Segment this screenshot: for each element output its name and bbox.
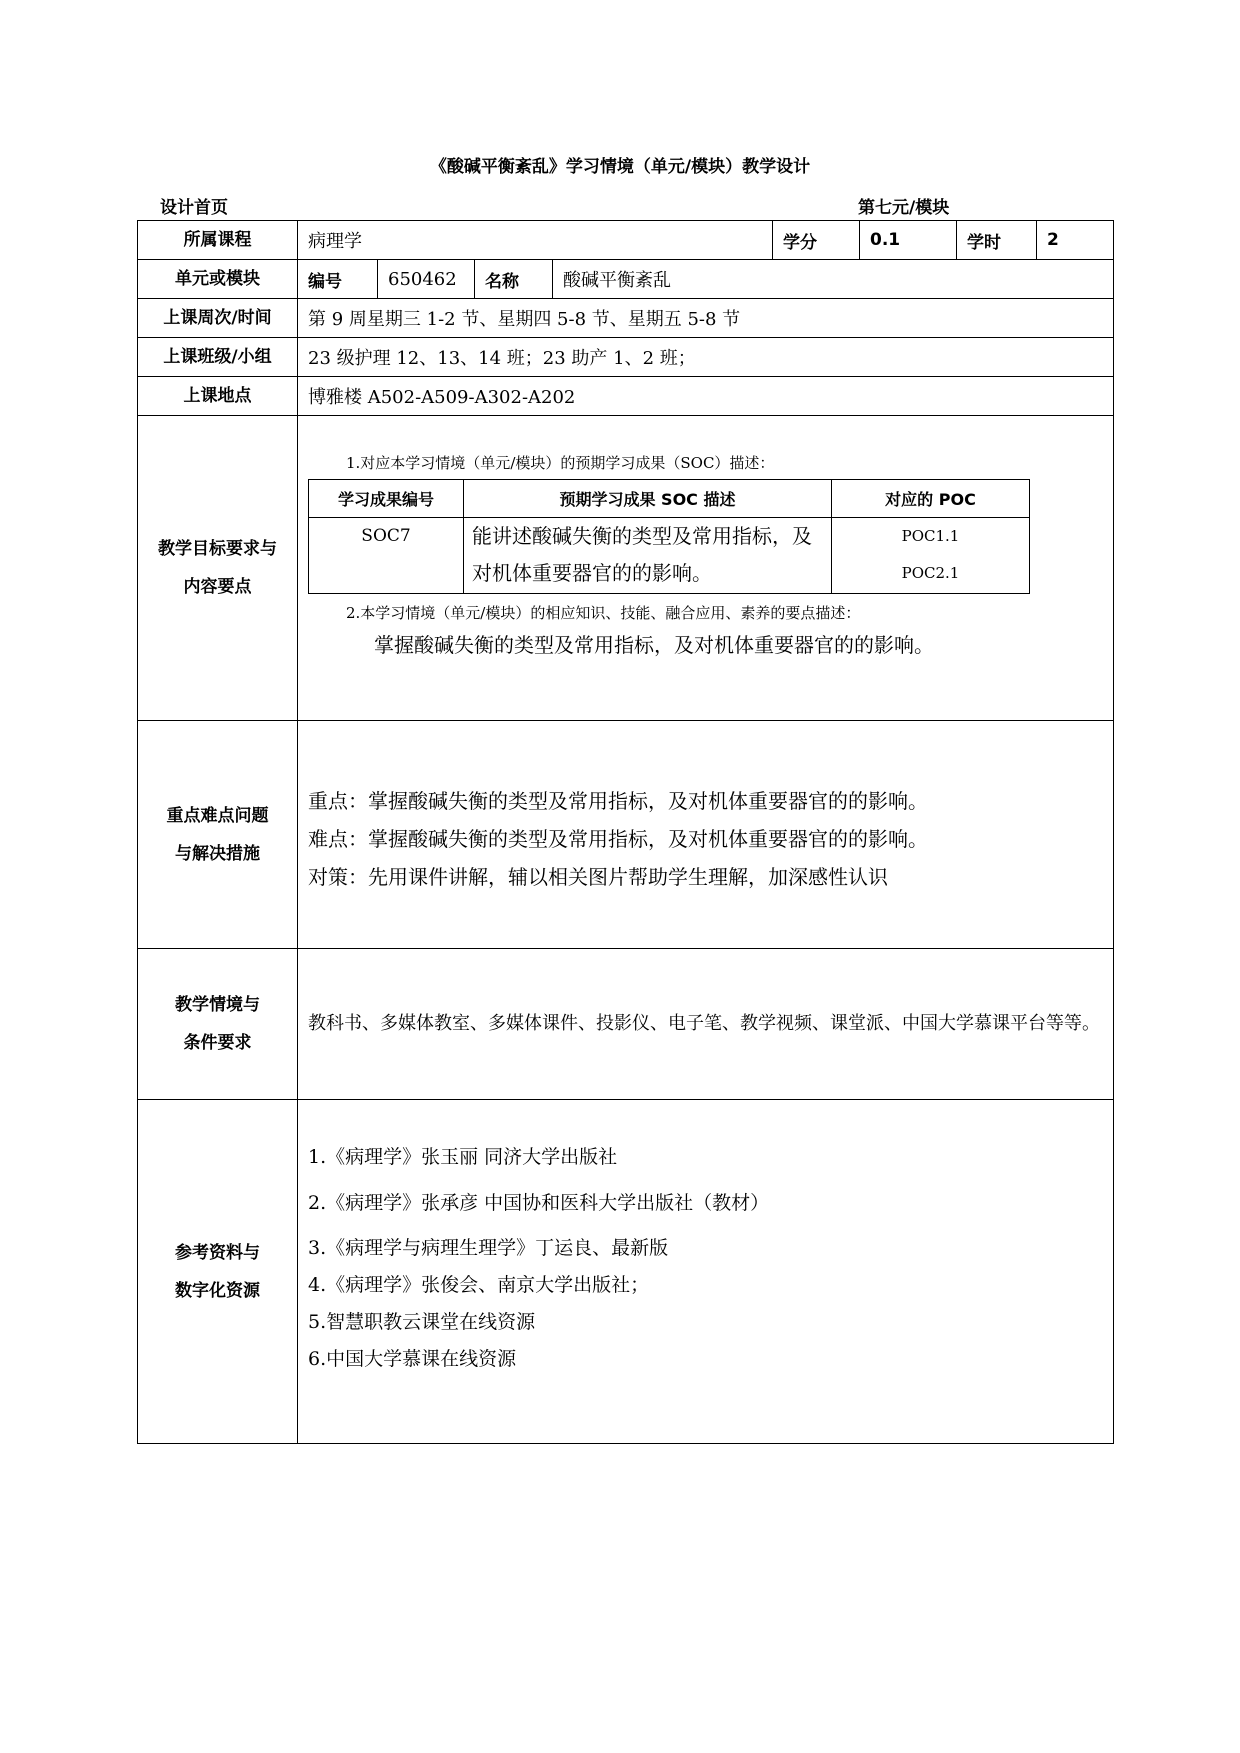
keypoint-line: 对策：先用课件讲解，辅以相关图片帮助学生理解，加深感性认识 [308,864,888,889]
unit-module-label: 第七元/模块 [858,198,950,218]
references-label [138,1100,298,1444]
credit-value: 0.1 [860,221,957,260]
reference-item: 4.《病理学》张俊会、南京大学出版社； [308,1274,650,1296]
objectives-row [138,416,1114,721]
classes-row [138,338,1114,377]
objectives-label-line2: 内容要点 [183,577,252,597]
keypoints-row [138,721,1114,949]
design-table [137,220,1114,1444]
keypoint-line: 难点：掌握酸碱失衡的类型及常用指标，及对机体重要器官的的影响。 [308,826,928,851]
soc-description: 能讲述酸碱失衡的类型及常用指标，及对机体重要器官的的影响。 [464,518,832,594]
soc-table [308,479,1030,594]
keypoints-label [138,721,298,949]
knowledge-intro: 2.本学习情境（单元/模块）的相应知识、技能、融合应用、素养的要点描述： [346,604,861,622]
hours-value: 2 [1037,221,1114,260]
soc-poc [832,518,1030,594]
location-row [138,377,1114,416]
soc-header-desc: 预期学习成果 SOC 描述 [464,480,832,518]
keypoints-content [298,721,1114,949]
soc-id: SOC7 [309,518,464,594]
conditions-text: 教科书、多媒体教室、多媒体课件、投影仪、电子笔、教学视频、课堂派、中国大学慕课平台等等。 [298,949,1114,1100]
keypoints-label-line1: 重点难点问题 [166,805,269,826]
schedule-row [138,299,1114,338]
poc-item: POC1.1 [901,527,960,545]
poc-item: POC2.1 [901,564,960,582]
course-label: 所属课程 [138,221,298,260]
unit-code-label: 编号 [298,260,378,299]
conditions-row [138,949,1114,1100]
location-label: 上课地点 [138,377,298,416]
reference-item: 2.《病理学》张承彦 中国协和医科大学出版社（教材） [308,1192,770,1214]
objectives-label-line1: 教学目标要求与 [158,539,277,559]
references-row [138,1100,1114,1444]
course-row [138,221,1114,260]
keypoints-label-line2: 与解决措施 [175,843,260,864]
references-label-line2: 数字化资源 [175,1280,260,1301]
soc-intro: 1.对应本学习情境（单元/模块）的预期学习成果（SOC）描述： [346,454,775,472]
location-value: 博雅楼 A502-A509-A302-A202 [298,377,1114,416]
unit-name-value: 酸碱平衡紊乱 [553,260,1114,299]
document-title: 《酸碱平衡紊乱》学习情境（单元/模块）教学设计 [429,157,811,177]
soc-header-poc: 对应的 POC [832,480,1030,518]
unit-code-value: 650462 [378,260,475,299]
keypoint-line: 重点：掌握酸碱失衡的类型及常用指标，及对机体重要器官的的影响。 [308,788,928,813]
unit-label: 单元或模块 [138,260,298,299]
conditions-label [138,949,298,1100]
hours-label: 学时 [957,221,1037,260]
soc-header-id: 学习成果编号 [309,480,464,518]
classes-label: 上课班级/小组 [138,338,298,377]
unit-name-label: 名称 [475,260,553,299]
objectives-label [138,416,298,721]
reference-item: 5.智慧职教云课堂在线资源 [308,1311,536,1333]
reference-item: 6.中国大学慕课在线资源 [308,1348,517,1370]
reference-item: 3.《病理学与病理生理学》丁运良、最新版 [308,1237,669,1259]
schedule-value: 第 9 周星期三 1-2 节、星期四 5-8 节、星期五 5-8 节 [298,299,1114,338]
design-home-label: 设计首页 [160,198,228,218]
references-label-line1: 参考资料与 [175,1242,260,1263]
soc-table-row [309,518,1030,594]
credit-label: 学分 [773,221,860,260]
classes-value: 23 级护理 12、13、14 班；23 助产 1、2 班； [298,338,1114,377]
unit-row [138,260,1114,299]
objectives-content [298,416,1114,721]
course-value: 病理学 [298,221,773,260]
conditions-label-line1: 教学情境与 [175,995,260,1015]
schedule-label: 上课周次/时间 [138,299,298,338]
conditions-label-line2: 条件要求 [183,1033,252,1053]
soc-table-header [309,480,1030,518]
knowledge-text: 掌握酸碱失衡的类型及常用指标，及对机体重要器官的的影响。 [374,633,934,657]
references-content [298,1100,1114,1444]
reference-item: 1.《病理学》张玉丽 同济大学出版社 [308,1146,618,1168]
